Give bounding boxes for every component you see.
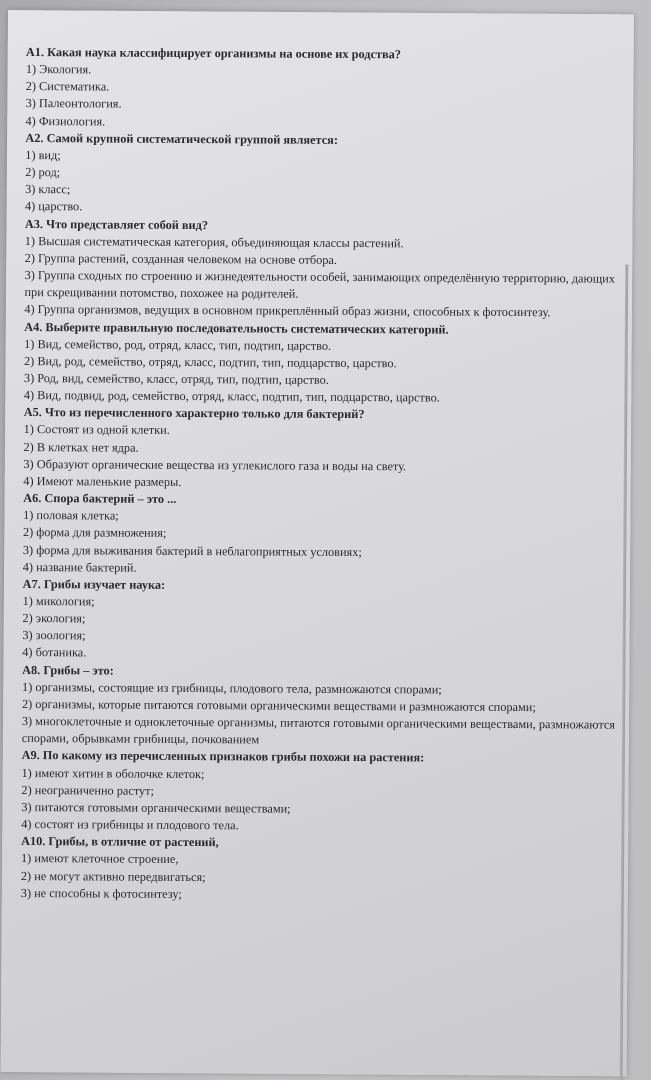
answer-option: 4) Имеют маленькие размеры. <box>23 473 182 489</box>
answer-option: 1) половая клетка; <box>23 508 119 523</box>
answer-option: 2) неограниченно растут; <box>21 782 155 798</box>
question-a6 <box>23 490 629 579</box>
answer-option: 3) зоология; <box>22 628 86 643</box>
answer-option: 2) Систематика. <box>25 79 110 94</box>
answer-option: 3) Группа сходных по строению и жизнедеятельности особей, занимающих определённую территорию, дающих при скрещивании потомство, похожее на родителей. <box>24 268 615 301</box>
answer-option: 4) название бактерий. <box>22 559 137 575</box>
answer-option: 2) форма для размножения; <box>22 525 167 541</box>
answer-option: 4) ботаника. <box>22 645 87 660</box>
question-title: А3. Что представляет собой вид? <box>24 216 209 232</box>
answer-option: 4) Вид, подвид, род, семейство, отряд, класс, подтип, тип, подцарство, царство. <box>23 388 440 405</box>
answer-option: 3) форма для выживания бактерий в неблагоприятных условиях; <box>22 542 362 559</box>
answer-option: 4) Группа организмов, ведущих в основном прикреплённый образ жизни, способных к фотосинтезу. <box>24 302 551 320</box>
answer-option: 1) Состоят из одной клетки. <box>23 422 170 438</box>
answer-option: 4) Физиология. <box>25 113 106 129</box>
answer-option: 1) вид; <box>25 147 61 163</box>
question-title: А1. Какая наука классифицирует организмы на основе их родства? <box>25 44 401 62</box>
question-title: А9. По какому из перечисленных признаков грибы похожи на растения: <box>21 748 425 765</box>
question-a9 <box>21 747 627 836</box>
answer-option: 1) Вид, семейство, род, отряд, класс, тип, подтип, царство. <box>24 336 332 353</box>
question-title: А8. Грибы – это: <box>22 662 114 678</box>
answer-option: 3) многоклеточные и одноклеточные организмы, питаются готовыми органическими веществами, размножаются спорами, обрывками грибницы, почкованием <box>21 714 616 747</box>
answer-option: 2) В клетках нет ядра. <box>23 439 139 455</box>
question-a3 <box>24 216 630 323</box>
answer-option: 1) имеют клеточное строение, <box>20 851 179 867</box>
answer-option: 4) царство. <box>24 199 83 214</box>
answer-option: 3) Род, вид, семейство, класс, отряд, тип, подтип, царство. <box>23 370 329 387</box>
question-a4 <box>24 318 630 407</box>
answer-option: 3) Палеонтология. <box>25 96 122 112</box>
answer-option: 1) Экология. <box>25 62 92 77</box>
answer-option: 2) род; <box>25 165 61 180</box>
answer-option: 2) не могут активно передвигаться; <box>20 868 206 884</box>
question-a5 <box>23 404 629 493</box>
answer-option: 2) Вид, род, семейство, отряд, класс, подтип, тип, подцарство, царство. <box>24 353 397 371</box>
question-a2 <box>25 130 631 219</box>
question-title: А2. Самой крупной систематической группой является: <box>25 130 338 147</box>
question-title: А6. Спора бактерий – это ... <box>23 491 177 506</box>
question-title: А5. Что из перечисленного характерно только для бактерий? <box>23 405 365 422</box>
answer-option: 3) не способны к фотосинтезу; <box>20 885 182 901</box>
answer-option: 4) состоят из грибницы и плодового тела. <box>21 817 239 833</box>
answer-option: 1) Высшая систематическая категория, объединяющая классы растений. <box>24 233 404 251</box>
test-document <box>21 44 631 905</box>
question-title: А10. Грибы, в отличие от растений, <box>21 834 219 850</box>
question-title: А7. Грибы изучает наука: <box>22 576 166 592</box>
answer-option: 3) Образуют органические вещества из углекислого газа и воды на свету. <box>23 456 407 474</box>
answer-option: 1) микология; <box>22 593 95 609</box>
answer-option: 1) организмы, состоящие из грибницы, плодового тела, размножаются спорами; <box>22 679 442 697</box>
answer-option: 2) Группа растений, созданная человеком на основе отбора. <box>24 250 338 267</box>
answer-option: 2) организмы, которые питаются готовыми органическими веществами и размножаются спорами; <box>21 696 536 715</box>
question-a8 <box>22 662 628 751</box>
question-title: А4. Выберите правильную последовательность систематических категорий. <box>24 319 449 337</box>
answer-option: 1) имеют хитин в оболочке клеток; <box>21 765 205 781</box>
answer-option: 2) экология; <box>22 611 86 626</box>
question-a1 <box>25 44 631 133</box>
question-a7 <box>22 576 628 665</box>
question-a10 <box>21 833 626 905</box>
answer-option: 3) класс; <box>25 182 71 197</box>
answer-option: 3) питаются готовыми органическими веществами; <box>21 799 291 816</box>
